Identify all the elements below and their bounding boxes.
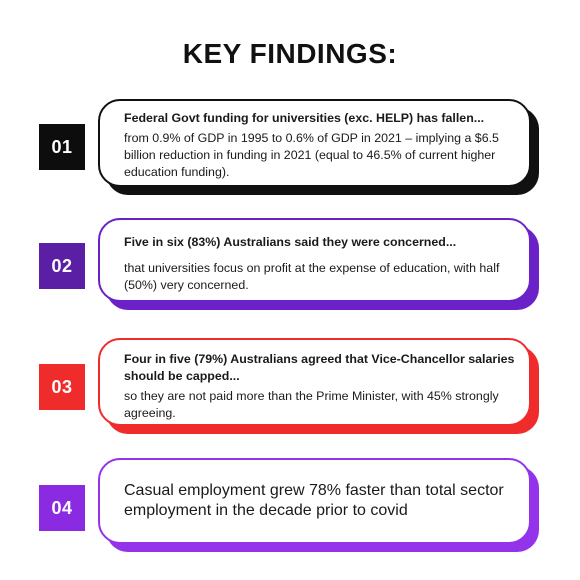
finding-headline: Four in five (79%) Australians agreed that Vice-Chancellor salaries should be capped... [124, 352, 515, 383]
page-title: KEY FINDINGS: [182, 38, 398, 69]
finding-text [124, 234, 515, 294]
finding-number-badge: 02 [39, 243, 85, 289]
finding-card [98, 218, 531, 302]
finding-text [124, 351, 515, 422]
finding-headline: Federal Govt funding for universities (exc. HELP) has fallen... [124, 111, 485, 125]
finding-number-badge: 03 [39, 364, 85, 410]
finding-number-badge: 01 [39, 124, 85, 170]
finding-card [98, 338, 531, 426]
finding-number-badge: 04 [39, 485, 85, 531]
finding-text [124, 481, 515, 521]
finding-headline: Five in six (83%) Australians said they were concerned... [124, 235, 457, 249]
finding-text [124, 110, 515, 181]
finding-body: from 0.9% of GDP in 1995 to 0.6% of GDP in 2021 – implying a $6.5 billion reduction in funding in 2021 (equal to 46.5% of current higher education funding). [124, 131, 499, 179]
finding-card [98, 458, 531, 544]
finding-body: that universities focus on profit at the expense of education, with half (50%) very concerned. [124, 261, 500, 292]
finding-body: Casual employment grew 78% faster than total sector employment in the decade prior to covid [124, 482, 504, 519]
finding-card [98, 99, 531, 187]
finding-body: so they are not paid more than the Prime Minister, with 45% strongly agreeing. [124, 389, 499, 420]
